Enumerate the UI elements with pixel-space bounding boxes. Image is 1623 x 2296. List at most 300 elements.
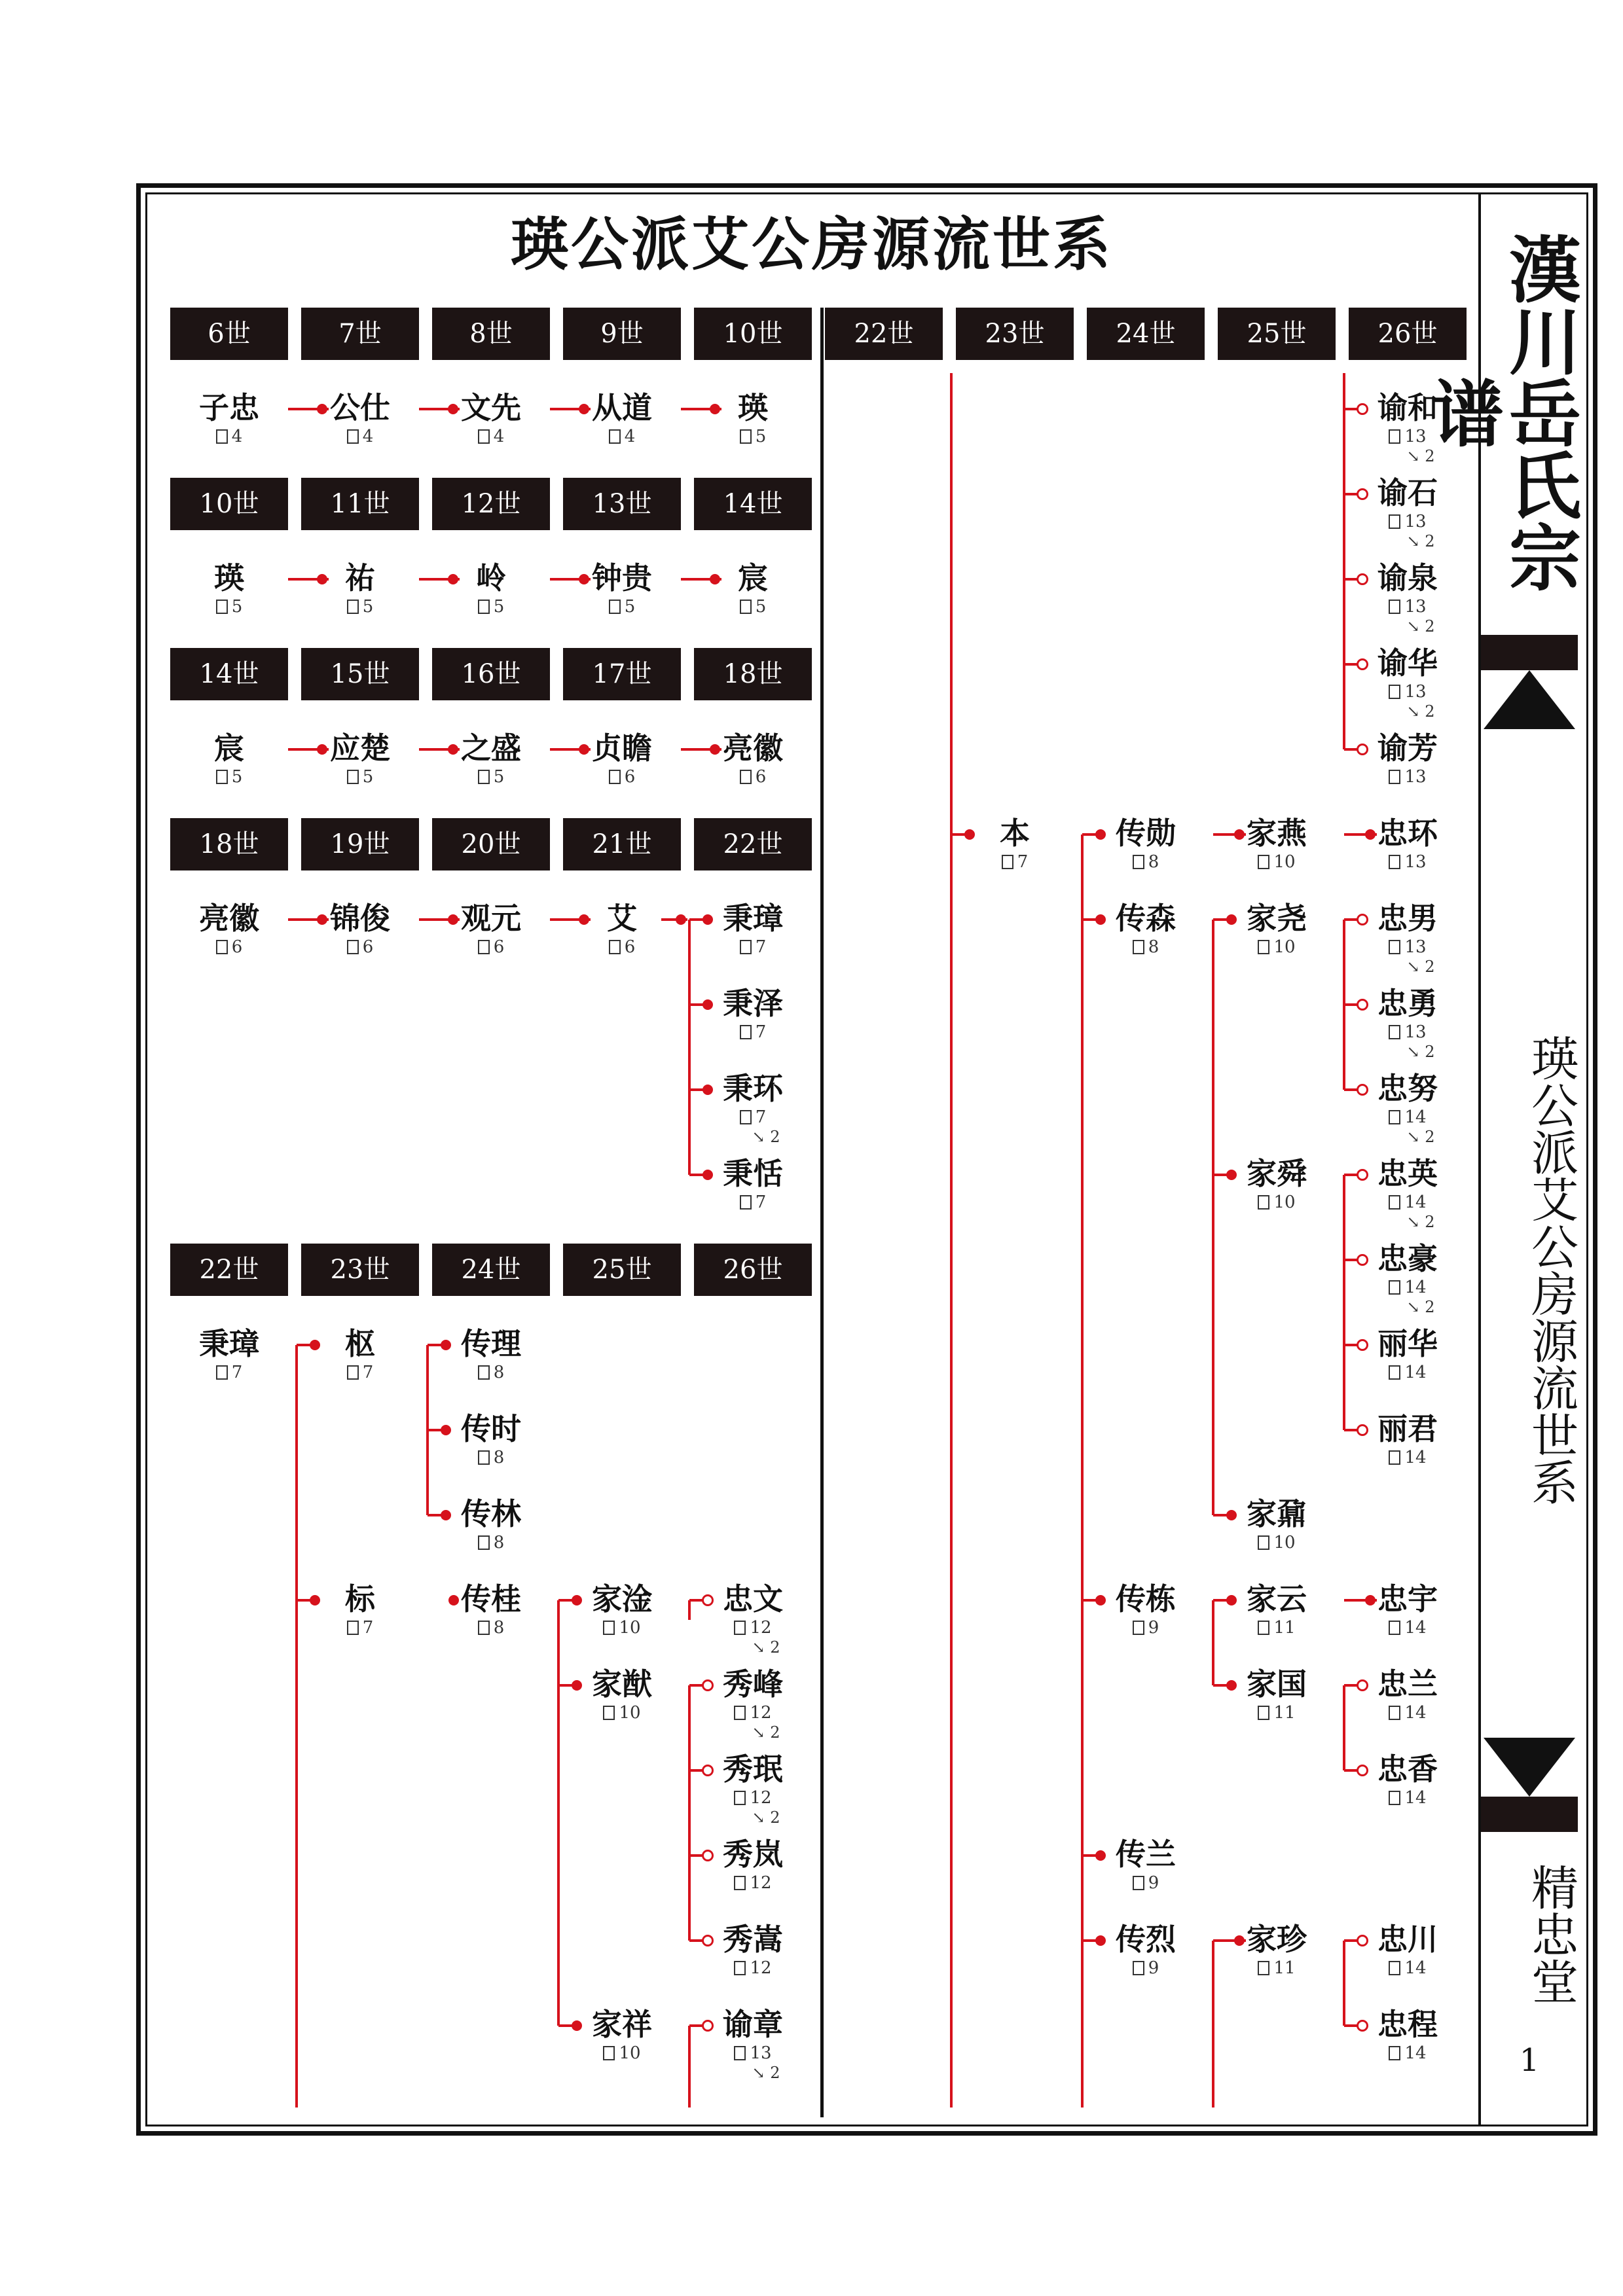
book-icon xyxy=(1389,514,1400,529)
connector-ring xyxy=(702,2020,714,2032)
connector-dot xyxy=(579,574,589,584)
continuation-ref xyxy=(1342,1043,1473,1061)
page-ref-number: 5 xyxy=(624,597,636,617)
continuation-ref xyxy=(1342,447,1473,465)
arrow-icon: ↘ xyxy=(1406,1043,1425,1061)
book-icon xyxy=(1258,855,1269,869)
person-node xyxy=(1211,815,1342,872)
page-ref xyxy=(1342,1362,1473,1383)
person-name: 锦俊 xyxy=(330,901,390,936)
person-name: 家鼐 xyxy=(1247,1496,1307,1532)
continuation-ref xyxy=(1342,1298,1473,1316)
generation-label: 25世 xyxy=(563,1244,681,1296)
person-name: 家淦 xyxy=(592,1581,652,1617)
page-ref xyxy=(426,1617,556,1638)
person-node xyxy=(1342,389,1473,465)
page-ref-number: 10 xyxy=(1273,937,1296,957)
connector-dot xyxy=(579,744,589,755)
page-ref xyxy=(1342,681,1473,702)
book-icon xyxy=(1389,1365,1400,1380)
connector-dot xyxy=(317,574,327,584)
connector-ring xyxy=(702,1935,714,1946)
person-node xyxy=(1342,1581,1473,1638)
book-icon xyxy=(478,940,490,954)
person-name: 丽君 xyxy=(1377,1411,1438,1446)
page-ref-number: 13 xyxy=(1404,852,1427,872)
page-ref xyxy=(1342,852,1473,872)
generation-label: 20世 xyxy=(432,818,550,870)
person-name: 家尧 xyxy=(1247,901,1307,936)
generation-label: 24世 xyxy=(432,1244,550,1296)
book-icon xyxy=(734,1621,746,1635)
connector-line xyxy=(689,1599,702,1602)
generation-label: 15世 xyxy=(301,648,419,700)
page-ref-number: 5 xyxy=(231,767,243,787)
person-name: 忠香 xyxy=(1377,1751,1438,1787)
page-ref-number: 12 xyxy=(750,1618,772,1638)
person-name: 瑛 xyxy=(738,390,768,425)
page-ref xyxy=(426,426,556,447)
connector-ring xyxy=(702,1594,714,1606)
continuation-number: 2 xyxy=(1425,1213,1435,1231)
generation-label: 9世 xyxy=(563,308,681,360)
page-ref-number: 13 xyxy=(1404,767,1427,787)
continuation-ref xyxy=(687,1808,818,1827)
person-node xyxy=(1342,2006,1473,2064)
person-node xyxy=(1080,1836,1211,1893)
book-title: 漢川岳氏宗谱 xyxy=(1420,232,1582,592)
page-ref-number: 12 xyxy=(750,1788,772,1808)
person-node xyxy=(426,389,556,447)
connector-ring xyxy=(1357,488,1368,500)
person-node xyxy=(1211,1921,1342,1979)
page-ref xyxy=(1211,1192,1342,1213)
person-node xyxy=(295,730,426,787)
connector-ring xyxy=(1357,1424,1368,1436)
page-ref xyxy=(1211,1958,1342,1979)
book-icon xyxy=(1389,685,1400,699)
arrow-icon: ↘ xyxy=(1406,1128,1425,1146)
page-ref xyxy=(687,937,818,958)
book-icon xyxy=(1389,1025,1400,1039)
person-node xyxy=(687,1070,818,1146)
page-ref xyxy=(687,1022,818,1043)
connector-line xyxy=(689,1854,702,1857)
page-ref xyxy=(164,426,295,447)
connector-ring xyxy=(1357,1169,1368,1181)
book-icon xyxy=(734,1706,746,1720)
person-node xyxy=(949,815,1080,872)
page-ref-number: 6 xyxy=(493,937,505,957)
page-ref-number: 7 xyxy=(755,937,767,957)
connector-line xyxy=(689,2024,702,2027)
connector-line xyxy=(688,1685,691,1941)
person-name: 艾 xyxy=(607,901,637,936)
page-ref xyxy=(687,2043,818,2064)
person-name: 传森 xyxy=(1116,901,1176,936)
generation-label: 23世 xyxy=(301,1244,419,1296)
page-ref xyxy=(295,1362,426,1383)
person-node xyxy=(164,389,295,447)
page-ref-number: 14 xyxy=(1404,1788,1427,1808)
connector-line xyxy=(1344,578,1357,581)
connector-line xyxy=(1212,1941,1214,2108)
page-ref xyxy=(295,937,426,958)
person-node xyxy=(426,730,556,787)
person-node xyxy=(1342,1751,1473,1808)
person-name: 忠川 xyxy=(1377,1922,1438,1957)
person-name: 之盛 xyxy=(461,730,521,766)
generation-label: 25世 xyxy=(1218,308,1336,360)
person-name: 秉璋 xyxy=(723,901,783,936)
book-icon xyxy=(216,770,228,784)
continuation-number: 2 xyxy=(770,2064,780,2082)
connector-dot xyxy=(1226,914,1237,925)
page-ref xyxy=(1211,937,1342,958)
connector-dot xyxy=(710,744,720,755)
page-ref xyxy=(1080,1617,1211,1638)
connector-dot xyxy=(579,404,589,414)
page-ref-number: 9 xyxy=(1148,1958,1159,1978)
generation-label: 14世 xyxy=(170,648,288,700)
book-icon xyxy=(740,1025,752,1039)
connector-line xyxy=(1343,373,1345,749)
person-name: 亮徽 xyxy=(723,730,783,766)
arrow-icon: ↘ xyxy=(1406,702,1425,721)
page-ref-number: 4 xyxy=(493,427,505,446)
connector-dot xyxy=(572,1680,582,1691)
connector-dot xyxy=(710,404,720,414)
page-ref-number: 10 xyxy=(619,1703,641,1723)
connector-dot xyxy=(1226,1680,1237,1691)
connector-ring xyxy=(702,1679,714,1691)
book-icon xyxy=(478,429,490,444)
generation-label: 12世 xyxy=(432,478,550,530)
person-node xyxy=(1342,1921,1473,1979)
page-ref xyxy=(1211,1617,1342,1638)
page-ref-number: 8 xyxy=(493,1448,505,1467)
person-node xyxy=(426,1496,556,1553)
arrow-icon: ↘ xyxy=(752,2064,771,2082)
page-ref-number: 9 xyxy=(1148,1618,1159,1638)
arrow-icon: ↘ xyxy=(752,1638,771,1657)
page-ref-number: 8 xyxy=(1148,852,1159,872)
generation-label: 7世 xyxy=(301,308,419,360)
book-icon xyxy=(740,940,752,954)
person-name: 文先 xyxy=(461,390,521,425)
book-icon xyxy=(1133,1961,1144,1975)
page-ref-number: 10 xyxy=(1273,852,1296,872)
book-icon xyxy=(216,1365,228,1380)
page-ref xyxy=(1342,2043,1473,2064)
person-node xyxy=(687,389,818,447)
generation-label: 6世 xyxy=(170,308,288,360)
page-ref xyxy=(1342,1192,1473,1213)
connector-dot xyxy=(448,1595,459,1605)
page-ref-number: 13 xyxy=(1404,427,1427,446)
generation-label: 22世 xyxy=(170,1244,288,1296)
side-band-bottom xyxy=(1481,1797,1578,1832)
page-ref xyxy=(556,596,687,617)
page-ref xyxy=(687,1702,818,1723)
connector-ring xyxy=(1357,1679,1368,1691)
person-node xyxy=(687,2006,818,2082)
page-ref xyxy=(1342,511,1473,532)
page-ref-number: 14 xyxy=(1404,1193,1427,1212)
connector-dot xyxy=(1226,1595,1237,1605)
page-ref-number: 14 xyxy=(1404,1448,1427,1467)
arrow-icon: ↘ xyxy=(752,1808,771,1827)
connector-dot xyxy=(702,1085,713,1095)
connector-ring xyxy=(1357,1935,1368,1946)
connector-line xyxy=(688,920,691,1175)
continuation-ref xyxy=(1342,1128,1473,1146)
page-ref xyxy=(1211,852,1342,872)
page-ref-number: 8 xyxy=(493,1618,505,1638)
book-icon xyxy=(1133,1876,1144,1890)
connector-dot xyxy=(441,1425,451,1435)
connector-dot xyxy=(702,914,713,925)
book-icon xyxy=(740,429,752,444)
hall-name: 精忠堂 xyxy=(1523,1863,1578,2005)
page-ref xyxy=(1342,1787,1473,1808)
connector-line xyxy=(1212,920,1214,1515)
person-node xyxy=(295,1325,426,1383)
page-ref-number: 13 xyxy=(1404,937,1427,957)
page-ref xyxy=(164,596,295,617)
person-node xyxy=(1342,985,1473,1061)
book-icon xyxy=(216,600,228,614)
book-icon xyxy=(1389,770,1400,784)
page-ref xyxy=(426,1532,556,1553)
person-name: 谕章 xyxy=(723,2007,783,2042)
person-node xyxy=(1211,1155,1342,1213)
page-ref-number: 11 xyxy=(1273,1703,1296,1723)
generation-label: 8世 xyxy=(432,308,550,360)
book-icon xyxy=(1389,1195,1400,1210)
book-icon xyxy=(1389,1791,1400,1805)
connector-line xyxy=(689,1769,702,1772)
connector-line xyxy=(1081,834,1084,2108)
connector-ring xyxy=(1357,999,1368,1011)
person-name: 谕泉 xyxy=(1377,560,1438,596)
person-name: 谕和 xyxy=(1377,390,1438,425)
person-name: 秉泽 xyxy=(723,986,783,1021)
person-name: 传勋 xyxy=(1116,816,1176,851)
page-ref xyxy=(295,596,426,617)
connector-ring xyxy=(1357,1084,1368,1096)
page-ref-number: 7 xyxy=(362,1618,374,1638)
person-node xyxy=(1211,900,1342,958)
arrow-icon: ↘ xyxy=(1406,617,1425,636)
continuation-number: 2 xyxy=(1425,617,1435,636)
person-node xyxy=(1342,475,1473,550)
page-ref-number: 5 xyxy=(755,597,767,617)
person-node xyxy=(164,730,295,787)
person-node xyxy=(687,1921,818,1979)
page-ref-number: 7 xyxy=(755,1107,767,1127)
connector-dot xyxy=(441,1510,451,1520)
person-name: 秉恬 xyxy=(723,1156,783,1191)
connector-line xyxy=(1344,1684,1357,1687)
side-band-top xyxy=(1481,635,1578,670)
book-icon xyxy=(216,940,228,954)
page-ref-number: 13 xyxy=(750,2043,772,2063)
book-icon xyxy=(478,770,490,784)
page-ref xyxy=(949,852,1080,872)
page-ref xyxy=(1080,937,1211,958)
connector-ring xyxy=(1357,2020,1368,2032)
page-ref xyxy=(687,1617,818,1638)
book-icon xyxy=(734,1791,746,1805)
page-ref-number: 14 xyxy=(1404,1107,1427,1127)
connector-dot xyxy=(1234,829,1245,840)
person-name: 传时 xyxy=(461,1411,521,1446)
book-icon xyxy=(347,1621,359,1635)
person-node xyxy=(556,2006,687,2064)
person-node xyxy=(687,1155,818,1213)
person-node xyxy=(1342,1155,1473,1231)
connector-line xyxy=(689,1684,702,1687)
page-ref xyxy=(687,1192,818,1213)
person-node xyxy=(687,900,818,958)
page-ref xyxy=(164,766,295,787)
book-icon xyxy=(1389,1280,1400,1295)
connector-line xyxy=(1343,1941,1345,2026)
person-name: 忠环 xyxy=(1377,816,1438,851)
page-ref-number: 8 xyxy=(493,1533,505,1552)
page-ref-number: 14 xyxy=(1404,1618,1427,1638)
connector-dot xyxy=(317,404,327,414)
connector-line xyxy=(1344,1769,1357,1772)
connector-line xyxy=(688,1600,691,1620)
book-icon xyxy=(1389,1961,1400,1975)
generation-label: 22世 xyxy=(694,818,812,870)
person-node xyxy=(1080,900,1211,958)
continuation-number: 2 xyxy=(1425,532,1435,550)
person-name: 忠兰 xyxy=(1377,1666,1438,1702)
connector-ring xyxy=(1357,658,1368,670)
person-node xyxy=(556,389,687,447)
connector-dot xyxy=(964,829,975,840)
page-ref-number: 6 xyxy=(624,937,636,957)
generation-label: 13世 xyxy=(563,478,681,530)
continuation-number: 2 xyxy=(1425,1128,1435,1146)
page-ref-number: 10 xyxy=(1273,1533,1296,1552)
person-name: 秀嵩 xyxy=(723,1922,783,1957)
page-ref-number: 5 xyxy=(231,597,243,617)
person-node xyxy=(1211,1581,1342,1638)
page-ref-number: 5 xyxy=(755,427,767,446)
book-icon xyxy=(1002,855,1013,869)
person-name: 枢 xyxy=(345,1326,375,1361)
page-ref xyxy=(1342,766,1473,787)
book-icon xyxy=(740,1110,752,1124)
arrow-icon: ↘ xyxy=(1406,1298,1425,1316)
connector-dot xyxy=(1234,1935,1245,1946)
book-icon xyxy=(1258,1195,1269,1210)
connector-dot xyxy=(1095,914,1106,925)
book-icon xyxy=(1389,1110,1400,1124)
person-name: 秀峰 xyxy=(723,1666,783,1702)
page-ref xyxy=(426,766,556,787)
page-ref-number: 5 xyxy=(493,767,505,787)
book-icon xyxy=(347,429,359,444)
connector-line xyxy=(1343,1175,1345,1430)
page-ref xyxy=(1342,426,1473,447)
page-ref xyxy=(687,1107,818,1128)
connector-dot xyxy=(710,574,720,584)
page-ref-number: 6 xyxy=(231,937,243,957)
continuation-ref xyxy=(1342,532,1473,550)
person-node xyxy=(1342,560,1473,636)
connector-dot xyxy=(572,2020,582,2031)
page-ref xyxy=(1342,596,1473,617)
person-node xyxy=(1080,1921,1211,1979)
connector-dot xyxy=(1226,1170,1237,1180)
person-node xyxy=(556,560,687,617)
page-ref xyxy=(1342,1107,1473,1128)
person-node xyxy=(1342,645,1473,721)
page-ref-number: 4 xyxy=(231,427,243,446)
person-node xyxy=(164,900,295,958)
generation-label: 17世 xyxy=(563,648,681,700)
book-icon xyxy=(478,1450,490,1465)
person-node xyxy=(426,900,556,958)
book-icon xyxy=(1389,940,1400,954)
continuation-ref xyxy=(687,1638,818,1657)
connector-ring xyxy=(1357,1765,1368,1776)
person-name: 家国 xyxy=(1247,1666,1307,1702)
page-ref-number: 10 xyxy=(619,1618,641,1638)
person-name: 祐 xyxy=(345,560,375,596)
page-ref-number: 4 xyxy=(362,427,374,446)
person-node xyxy=(556,730,687,787)
person-name: 贞瞻 xyxy=(592,730,652,766)
book-icon xyxy=(603,2046,615,2060)
book-icon xyxy=(603,1621,615,1635)
person-name: 谕华 xyxy=(1377,645,1438,681)
continuation-number: 2 xyxy=(1425,1043,1435,1061)
person-name: 忠豪 xyxy=(1377,1241,1438,1276)
book-icon xyxy=(1389,1706,1400,1720)
connector-line xyxy=(1344,663,1357,666)
person-name: 秉环 xyxy=(723,1071,783,1106)
person-node xyxy=(426,1410,556,1468)
continuation-ref xyxy=(687,1723,818,1742)
connector-dot xyxy=(702,999,713,1010)
page-ref xyxy=(556,937,687,958)
person-name: 家猷 xyxy=(592,1666,652,1702)
page-ref-number: 12 xyxy=(750,1873,772,1893)
person-name: 本 xyxy=(1000,816,1030,851)
connector-ring xyxy=(1357,1339,1368,1351)
book-icon xyxy=(216,429,228,444)
page-ref xyxy=(1080,852,1211,872)
page-ref-number: 5 xyxy=(362,767,374,787)
continuation-number: 2 xyxy=(1425,1298,1435,1316)
person-name: 观元 xyxy=(461,901,521,936)
connector-line xyxy=(1344,408,1357,410)
person-node xyxy=(687,560,818,617)
connector-dot xyxy=(310,1340,320,1350)
connector-line xyxy=(1344,748,1357,751)
person-name: 忠勇 xyxy=(1377,986,1438,1021)
book-icon xyxy=(478,1365,490,1380)
person-name: 传兰 xyxy=(1116,1837,1176,1872)
page-ref-number: 6 xyxy=(362,937,374,957)
page-ref xyxy=(1342,937,1473,958)
